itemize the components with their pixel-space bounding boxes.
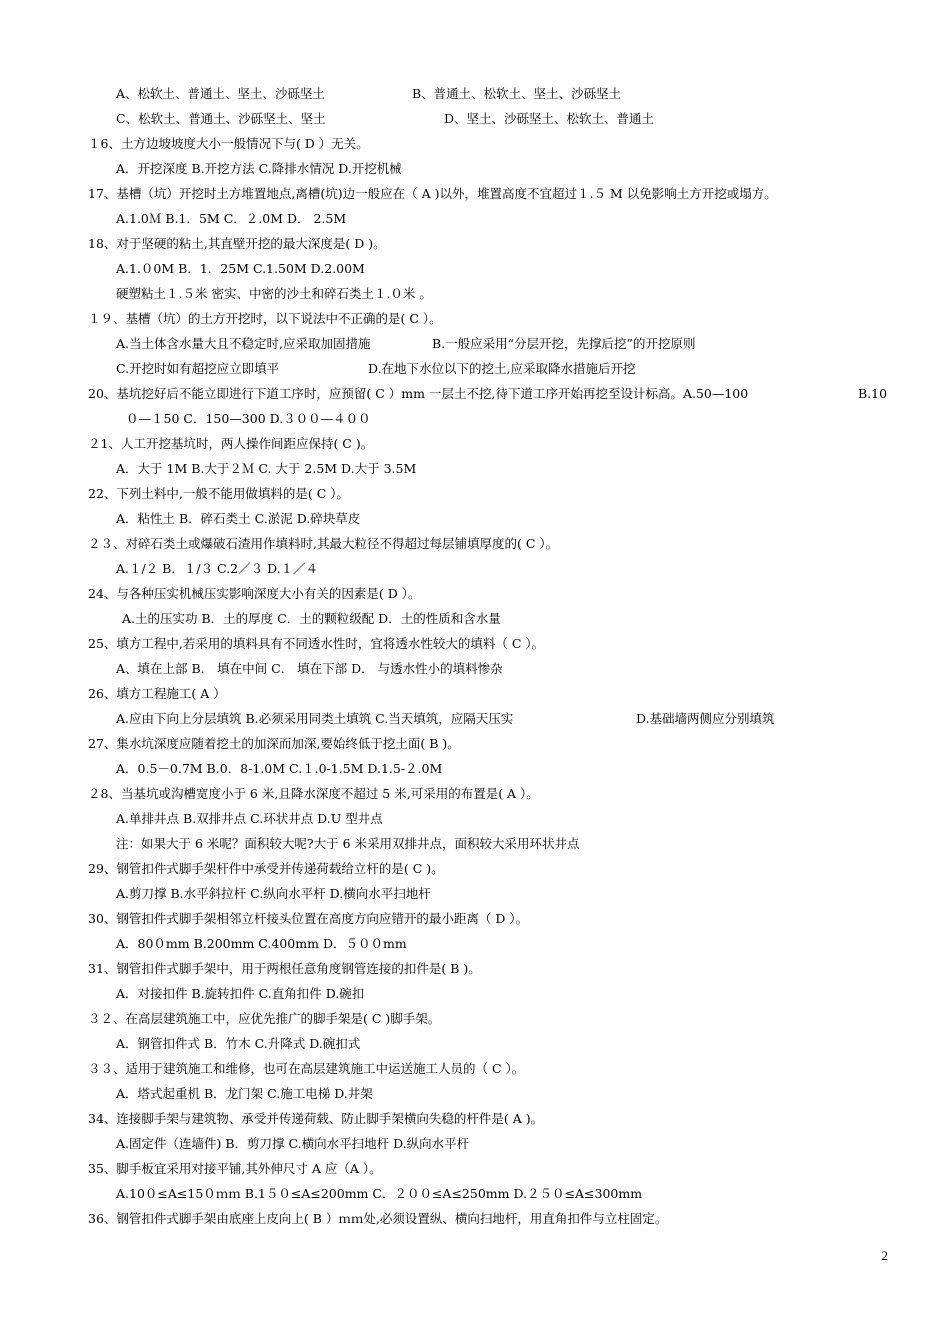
text-line <box>0 358 950 380</box>
text-line <box>0 283 950 305</box>
text-line <box>0 1158 950 1180</box>
text-segment: ０—１50 C．150—300 D.３００—４００ <box>126 411 371 426</box>
text-segment: A.１/２ B．１/３ C.2／３ D.１／４ <box>116 561 319 576</box>
text-segment: C.开挖时如有超挖应立即填平 <box>116 361 280 376</box>
text-segment: A.剪刀撑 B.水平斜拉杆 C.纵向水平杆 D.横向水平扫地杆 <box>116 886 431 901</box>
text-segment: A．大于 1M B.大于２Ｍ C. 大于 2.5M D.大于 3.5M <box>116 461 417 476</box>
page-number: 2 <box>881 1248 888 1263</box>
text-line <box>0 383 950 405</box>
text-segment: 22、下列土料中,一般不能用做填料的是( C ）。 <box>88 486 350 501</box>
text-segment: 30、钢管扣件式脚手架相邻立杆接头位置在高度方向应错开的最小距离（ D ）。 <box>88 911 529 926</box>
text-line <box>0 1183 950 1205</box>
text-segment: A.土的压实功 B．土的厚度 C．土的颗粒级配 D．土的性质和含水量 <box>122 611 501 626</box>
text-line <box>0 1008 950 1030</box>
text-line <box>0 1133 950 1155</box>
text-line <box>0 833 950 855</box>
text-segment: D.基础墙两侧应分别填筑 <box>636 711 775 726</box>
text-line <box>0 1208 950 1230</box>
text-line <box>0 983 950 1005</box>
text-segment: A．对接扣件 B.旋转扣件 C.直角扣件 D.碗扣 <box>116 986 365 1001</box>
text-segment: B、普通土、松软土、坚土、沙砾坚土 <box>412 86 622 101</box>
text-segment: ２1、人工开挖基坑时，两人操作间距应保持( C )。 <box>88 436 374 451</box>
text-line <box>0 233 950 255</box>
text-segment: 注：如果大于 6 米呢？面积较大呢?大于 6 米采用双排井点，面积较大采用环状井点 <box>116 836 580 851</box>
text-line <box>0 583 950 605</box>
text-line <box>0 483 950 505</box>
text-line <box>0 208 950 230</box>
text-segment: B.10 <box>858 386 888 401</box>
text-segment: A.固定件（连墙件) B．剪刀撑 C.横向水平扫地杆 D.纵向水平杆 <box>116 1136 470 1151</box>
text-line <box>0 633 950 655</box>
text-line <box>0 308 950 330</box>
text-segment: 27、集水坑深度应随着挖土的加深而加深,要始终低于挖土面( B )。 <box>88 736 460 751</box>
text-line <box>0 183 950 205</box>
text-line <box>0 783 950 805</box>
text-line <box>0 933 950 955</box>
text-segment: A．粘性土 B．碎石类土 C.淤泥 D.碎块草皮 <box>116 511 361 526</box>
text-line <box>0 683 950 705</box>
text-segment: A.应由下向上分层填筑 B.必须采用同类土填筑 C.当天填筑，应隔天压实 <box>116 711 514 726</box>
text-line <box>0 533 950 555</box>
text-segment: A.10０≤A≤15０ｍｍ B.1５０≤A≤200mm C．２００≤A≤250mm D.２５０≤A≤300mm <box>116 1186 643 1201</box>
text-line <box>0 733 950 755</box>
text-line <box>0 958 950 980</box>
text-segment: A.单排井点 B.双排井点 C.环状井点 D.U 型井点 <box>116 811 383 826</box>
text-segment: A、松软土、普通土、坚土、沙砾坚土 <box>116 86 326 101</box>
text-segment: A．开挖深度 B.开挖方法 C.降排水情况 D.开挖机械 <box>116 161 402 176</box>
text-line <box>0 433 950 455</box>
text-line <box>0 758 950 780</box>
text-segment: 20、基坑挖好后不能立即进行下道工序时，应预留( C ）mm 一层土不挖,待下道工序开始再挖至设计标高。A.50—100 <box>88 386 749 401</box>
text-line <box>0 458 950 480</box>
text-segment: A.1.0Ｍ B.1．5M C．２.0M D． 2.5M <box>116 211 347 226</box>
text-segment: A.1.０0M B．1．25M C.1.50M D.2.00M <box>116 261 365 276</box>
text-line <box>0 508 950 530</box>
text-line <box>0 1083 950 1105</box>
text-line <box>0 83 950 105</box>
text-segment: 26、填方工程施工( A ） <box>88 686 226 701</box>
text-segment: 17、基槽（坑）开挖时土方堆置地点,离槽(坑)边一般应在（ A )以外，堆置高度不宜超过１.５ M 以免影响土方开挖或塌方。 <box>88 186 777 201</box>
text-line <box>0 658 950 680</box>
text-segment: C、松软土、普通土、沙砾坚土、坚土 <box>116 111 326 126</box>
text-segment: B.一般应采用“分层开挖，先撑后挖”的开挖原则 <box>432 336 696 351</box>
text-segment: 34、连接脚手架与建筑物、承受并传递荷载、防止脚手架横向失稳的杆件是( A )。 <box>88 1111 544 1126</box>
text-segment: 25、填方工程中,若采用的填料具有不同透水性时，宜将透水性较大的填料（ C ）。 <box>88 636 545 651</box>
text-segment: ２３、对碎石类土或爆破石渣用作填料时,其最大粒径不得超过每层铺填厚度的( C ）。 <box>88 536 559 551</box>
text-line <box>0 858 950 880</box>
text-segment: D.在地下水位以下的挖土,应采取降水措施后开挖 <box>368 361 636 376</box>
text-segment: A．塔式起重机 B．龙门架 C.施工电梯 D.井架 <box>116 1086 373 1101</box>
text-line <box>0 133 950 155</box>
text-segment: ３２、在高层建筑施工中，应优先推广的脚手架是( C )脚手架。 <box>88 1011 441 1026</box>
text-segment: 29、钢管扣件式脚手架杆件中承受并传递荷载给立杆的是( C )。 <box>88 861 444 876</box>
text-line <box>0 333 950 355</box>
text-segment: 35、脚手板宜采用对接平铺,其外伸尺寸 A 应（A ）。 <box>88 1161 382 1176</box>
text-line <box>0 1108 950 1130</box>
text-segment: A．0.5－0.7M B.0．8-1.0M C.１.0-1.5M D.1.5-２.0M <box>116 761 443 776</box>
text-line <box>0 558 950 580</box>
text-segment: 24、与各种压实机械压实影响深度大小有关的因素是( D ）。 <box>88 586 421 601</box>
text-segment: 31、钢管扣件式脚手架中，用于两根任意角度钢管连接的扣件是( B )。 <box>88 961 481 976</box>
text-line <box>0 1033 950 1055</box>
text-line <box>0 108 950 130</box>
text-line <box>0 608 950 630</box>
text-segment: １6、土方边坡坡度大小一般情况下与( D ）无关。 <box>88 136 369 151</box>
text-segment: A、填在上部 B． 填在中间 C． 填在下部 D． 与透水性小的填料惨杂 <box>116 661 503 676</box>
text-line <box>0 808 950 830</box>
text-line <box>0 158 950 180</box>
text-segment: 硬塑粘土１.５米 密实、中密的沙土和碎石类土１.０米 。 <box>116 286 432 301</box>
text-segment: A.当土体含水量大且不稳定时,应采取加固措施 <box>116 336 371 351</box>
text-segment: ２8、当基坑或沟槽宽度小于 6 米,且降水深度不超过 5 米,可采用的布置是( A ）。 <box>88 786 539 801</box>
text-line <box>0 1058 950 1080</box>
text-segment: 18、对于坚硬的粘土,其直壁开挖的最大深度是( D )。 <box>88 236 386 251</box>
text-line <box>0 883 950 905</box>
text-line <box>0 258 950 280</box>
text-line <box>0 708 950 730</box>
text-segment: ３３、适用于建筑施工和维修，也可在高层建筑施工中运送施工人员的（ C ）。 <box>88 1061 525 1076</box>
text-segment: A．钢管扣件式 B．竹木 C.升降式 D.碗扣式 <box>116 1036 361 1051</box>
text-line <box>0 908 950 930</box>
text-segment: １９、基槽（坑）的土方开挖时，以下说法中不正确的是( C ）。 <box>88 311 442 326</box>
text-segment: D、坚土、沙砾坚土、松软土、普通土 <box>444 111 655 126</box>
text-line <box>0 408 950 430</box>
text-segment: A．80０mm B.200mm C.400mm D．５００mm <box>116 936 407 951</box>
text-segment: 36、钢管扣件式脚手架由底座上皮向上( B ）ｍｍ处,必须设置纵、横向扫地杆，用直角扣件与立柱固定。 <box>88 1211 668 1226</box>
